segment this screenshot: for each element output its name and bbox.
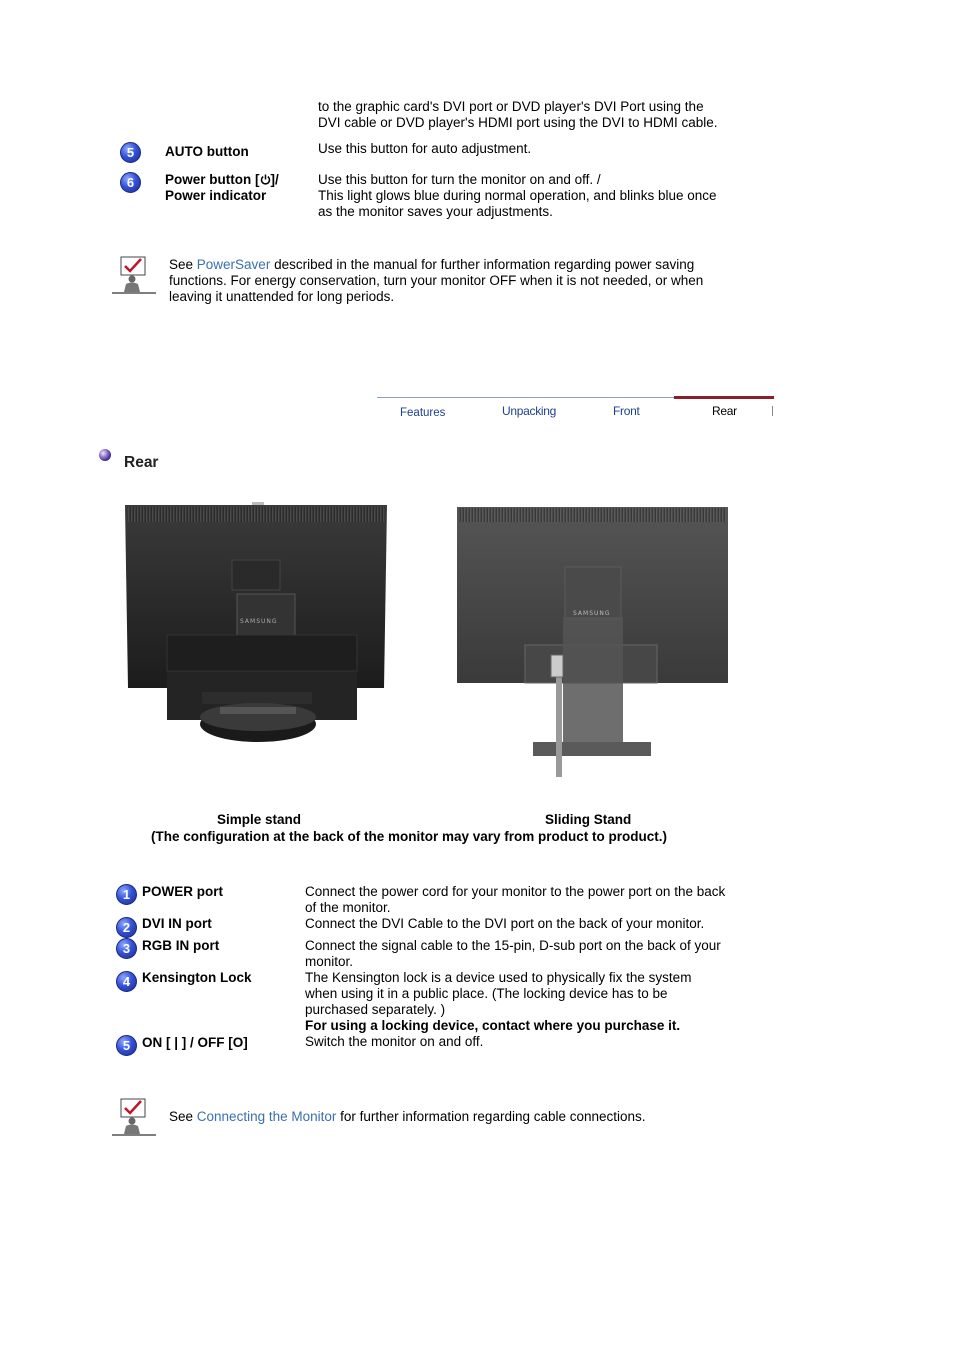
active-tab-indicator	[674, 396, 774, 399]
continued-line: to the graphic card's DVI port or DVD player's DVI Port using the	[318, 99, 704, 114]
auto-button-label: AUTO button	[165, 144, 249, 159]
brand-label: SAMSUNG	[240, 618, 278, 625]
tab-divider	[772, 406, 773, 416]
kensington-lock-label: Kensington Lock	[142, 970, 252, 985]
section-tabs	[377, 397, 774, 422]
note-icon	[112, 1097, 156, 1137]
simple-stand-photo	[122, 502, 390, 750]
continued-description	[318, 99, 717, 131]
on-off-switch-desc: Switch the monitor on and off.	[305, 1034, 484, 1049]
tab-front[interactable]: Front	[613, 404, 640, 418]
power-icon	[260, 173, 271, 184]
on-off-switch-label: ON [ | ] / OFF [O]	[142, 1035, 248, 1050]
rgb-port-desc: Connect the signal cable to the 15-pin, D-sub port on the back of your monitor.	[305, 938, 721, 969]
power-button-desc: Use this button for turn the monitor on and off. / This light glows blue during normal operation, and blinks blue once as the monitor saves your adjustments.	[318, 172, 717, 219]
connecting-monitor-link[interactable]: Connecting the Monitor	[196, 1109, 337, 1124]
number-badge: 5	[116, 1035, 137, 1056]
dvi-port-label: DVI IN port	[142, 916, 212, 931]
continued-line: DVI cable or DVD player's HDMI port using the DVI to HDMI cable.	[318, 115, 718, 130]
brand-label: SAMSUNG	[573, 610, 611, 617]
number-badge: 5	[120, 142, 141, 163]
tab-features[interactable]: Features	[400, 407, 446, 419]
note-powersaver: See PowerSaver described in the manual for further information regarding power saving functions. For energy conservation, turn your monitor OFF when it is not needed, or when leaving it unattended for long periods.	[169, 257, 704, 304]
number-badge: 3	[116, 938, 137, 959]
dvi-port-desc: Connect the DVI Cable to the DVI port on the back of your monitor.	[305, 916, 705, 931]
power-port-desc: Connect the power cord for your monitor to the power port on the back of the monitor.	[305, 884, 726, 915]
tab-rear[interactable]: Rear	[712, 404, 737, 418]
number-badge: 4	[116, 971, 137, 992]
note-icon	[112, 255, 156, 295]
auto-button-desc: Use this button for auto adjustment.	[318, 141, 532, 156]
number-badge: 1	[116, 884, 137, 905]
section-title: Rear	[124, 454, 159, 471]
tab-unpacking[interactable]: Unpacking	[502, 404, 557, 418]
bullet-icon	[98, 448, 112, 462]
rgb-port-label: RGB IN port	[142, 938, 220, 953]
kensington-lock-desc: The Kensington lock is a device used to physically fix the system when using it in a public place. (The locking device has to be purchased separately. ) For using a locking device, contact where you purchase it.	[305, 970, 692, 1033]
sliding-stand-photo	[455, 505, 730, 777]
caption-config-note: (The configuration at the back of the monitor may vary from product to product.)	[151, 829, 668, 844]
caption-sliding-stand: Sliding Stand	[545, 812, 632, 827]
number-badge: 2	[116, 917, 137, 938]
caption-simple-stand: Simple stand	[217, 812, 302, 827]
number-badge: 6	[120, 172, 141, 193]
note-connecting: See Connecting the Monitor for further information regarding cable connections.	[169, 1109, 646, 1124]
power-button-label: Power button [ ]/ Power indicator	[165, 172, 279, 203]
power-port-label: POWER port	[142, 884, 223, 899]
powersaver-link[interactable]: PowerSaver	[196, 257, 271, 272]
